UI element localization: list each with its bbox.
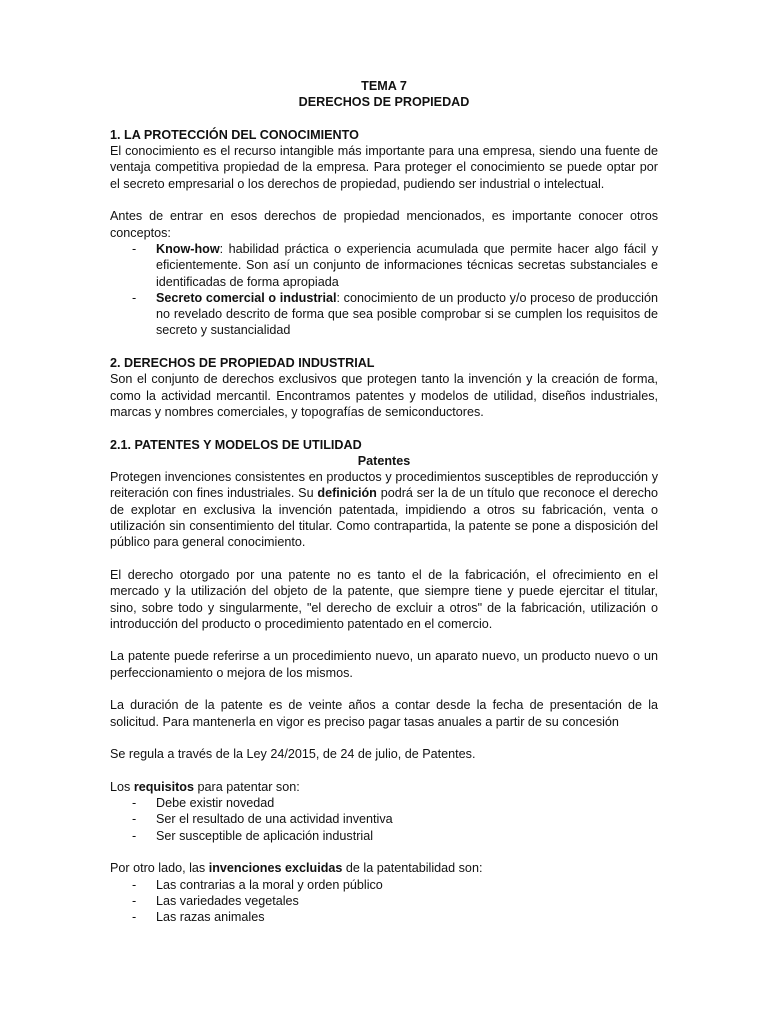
text-run-bold: definición: [317, 486, 377, 501]
patentes-paragraph-4: La duración de la patente es de veinte años a contar desde la fecha de presentación de la solicitud. Para mantenerla en vigor es preciso pagar tasas anuales a partir de su concesión: [110, 698, 658, 729]
section-2-heading: 2. DERECHOS DE PROPIEDAD INDUSTRIAL: [110, 356, 375, 371]
list-item: [156, 290, 658, 339]
list-item: - Ser susceptible de aplicación industrial: [156, 828, 658, 844]
list-item: - Las contrarias a la moral y orden público: [156, 877, 658, 893]
section-1-heading: 1. LA PROTECCIÓN DEL CONOCIMIENTO: [110, 127, 359, 142]
text-run-bold: requisitos: [133, 779, 194, 794]
text-run: Protegen invenciones consistentes en productos y procedimientos susceptibles de reproducción y reiteración con fines industriales. Su: [110, 470, 658, 501]
text-run: Por otro lado, las: [110, 861, 209, 876]
list-item: - Ser el resultado de una actividad inventiva: [156, 811, 658, 827]
list-item: - Debe existir novedad: [156, 795, 658, 811]
text-run: Los: [110, 779, 134, 794]
list-item: - Las variedades vegetales: [156, 893, 658, 909]
requirements-list: [110, 795, 658, 844]
section-1-paragraph-1: El conocimiento es el recurso intangible más importante para una empresa, siendo una fuente de ventaja competitiva propiedad de la empresa. Para proteger el conocimiento se puede optar por el secreto empresarial o los derechos de propiedad, pudiendo ser industrial o intelectual.: [110, 144, 658, 191]
patentes-subheading: Patentes: [357, 453, 411, 468]
section-1-paragraph-2: Antes de entrar en esos derechos de propiedad mencionados, es importante conocer otros conceptos:: [110, 209, 658, 240]
page-title: DERECHOS DE PROPIEDAD: [298, 95, 470, 110]
text-run: para patentar son:: [194, 779, 300, 794]
text-run: de la patentabilidad son:: [342, 861, 483, 876]
concepts-list: [110, 241, 658, 339]
requirements-intro: [110, 779, 658, 795]
patentes-paragraph-5: Se regula a través de la Ley 24/2015, de 24 de julio, de Patentes.: [110, 747, 476, 762]
topic-number: TEMA 7: [361, 79, 407, 93]
section-2-paragraph-1: Son el conjunto de derechos exclusivos que protegen tanto la invención y la creación de forma, como la actividad mercantil. Encontramos patentes y modelos de utilidad, diseños industriales, marcas y nombres comerciales, y topografías de semiconductores.: [110, 372, 658, 419]
exclusions-list: [110, 877, 658, 926]
list-item: - Las razas animales: [156, 909, 658, 925]
text-run: podrá ser la de un título que reconoce el derecho de explotar en exclusiva la invención patentada, impidiendo a otros su fabricación, venta o utilización sin consentimiento del titular. Como contrapartida, la patente se pone a disposición del público para general conocimiento.: [110, 486, 658, 550]
list-item-text: : habilidad práctica o experiencia acumulada que permite hacer algo fácil y eficientemente. Son así un conjunto de informaciones técnicas secretas substanciales e identificadas de forma apropiada: [156, 241, 658, 289]
text-run-bold: invenciones excluidas: [208, 861, 343, 876]
list-item-text: : conocimiento de un producto y/o proceso de producción no revelado descrito de forma que sea posible comprobar si se cumplen los requisitos de secreto y sustancialidad: [156, 290, 658, 338]
document-page: [110, 78, 658, 925]
list-item-term: Secreto comercial o industrial: [156, 290, 337, 305]
list-item: [156, 241, 658, 290]
patentes-paragraph-1: [110, 469, 658, 550]
patentes-paragraph-3: La patente puede referirse a un procedimiento nuevo, un aparato nuevo, un producto nuevo o un perfeccionamiento o mejora de los mismos.: [110, 649, 658, 680]
list-item-term: Know-how: [156, 241, 220, 256]
section-2-1-heading: 2.1. PATENTES Y MODELOS DE UTILIDAD: [110, 437, 362, 452]
patentes-paragraph-2: El derecho otorgado por una patente no es tanto el de la fabricación, el ofrecimiento en el mercado y la utilización del objeto de la patente, que siempre tiene y puede ejercitar el titular, sino, sobre todo y singularmente, "el derecho de excluir a otros" de la fabricación, utilización o introducción del producto o procedimiento patentado en el comercio.: [110, 567, 658, 631]
exclusions-intro: [110, 860, 658, 876]
